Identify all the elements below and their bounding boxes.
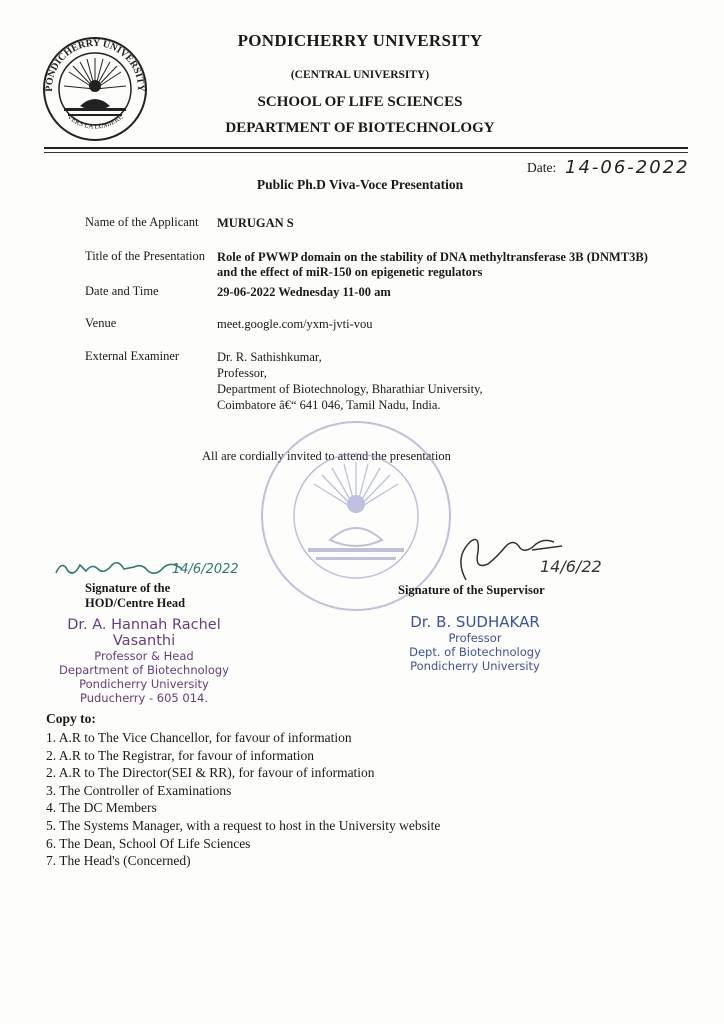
header-rule-thin [44, 152, 688, 153]
presentation-title-line2: and the effect of miR-150 on epigenetic regulators [217, 265, 483, 279]
supervisor-stamp-line: Pondicherry University [410, 659, 540, 673]
school-name: SCHOOL OF LIFE SCIENCES [257, 94, 463, 110]
copy-to-heading: Copy to: [46, 711, 96, 726]
datetime-label: Date and Time [85, 284, 159, 298]
examiner-line: Dr. R. Sathishkumar, [217, 350, 322, 364]
examiner-line: Professor, [217, 366, 267, 380]
examiner-label: External Examiner [85, 349, 180, 363]
hod-stamp-line: Professor & Head [94, 649, 194, 663]
presentation-label: Title of the Presentation [85, 249, 206, 263]
hod-stamp-line: Pondicherry University [79, 677, 209, 691]
supervisor-stamp-name: Dr. B. SUDHAKAR [410, 613, 540, 631]
hod-stamp-line: Puducherry - 605 014. [79, 691, 209, 705]
examiner-line: Coimbatore â€“ 641 046, Tamil Nadu, India. [217, 398, 441, 412]
hod-caption-line1: Signature of the [85, 581, 171, 595]
copy-to-list [46, 729, 440, 870]
supervisor-stamp-line: Dept. of Biotechnology [409, 645, 541, 659]
supervisor-stamp [380, 613, 570, 673]
hod-stamp-name: Dr. A. Hannah Rachel Vasanthi [67, 617, 221, 649]
supervisor-signature-date: 14/6/22 [540, 557, 602, 576]
supervisor-stamp-line: Professor [448, 631, 502, 645]
document-title: Public Ph.D Viva-Voce Presentation [256, 177, 464, 192]
supervisor-caption: Signature of the Supervisor [398, 583, 545, 597]
header-rule-thick [44, 147, 688, 149]
list-item: 5. The Systems Manager, with a request to host in the University website [46, 817, 441, 833]
invitation-text: All are cordially invited to attend the presentation [202, 449, 451, 463]
examiner-line: Department of Biotechnology, Bharathiar University, [217, 382, 483, 396]
logo-text-bottom: VERS LA LUMIERE [65, 112, 125, 131]
applicant-value: MURUGAN S [217, 216, 294, 230]
list-item: 2. A.R to The Director(SEI & RR), for favour of information [46, 765, 375, 781]
university-name: PONDICHERRY UNIVERSITY [237, 31, 483, 50]
datetime-value: 29-06-2022 Wednesday 11-00 am [217, 285, 391, 299]
university-logo [42, 36, 148, 142]
venue-value: meet.google.com/yxm-jvti-vou [217, 317, 373, 331]
list-item: 7. The Head's (Concerned) [46, 853, 191, 869]
list-item: 2. A.R to The Registrar, for favour of information [46, 747, 315, 763]
applicant-label: Name of the Applicant [85, 215, 199, 229]
department-name: DEPARTMENT OF BIOTECHNOLOGY [225, 120, 495, 136]
hod-stamp [34, 617, 254, 705]
list-item: 4. The DC Members [46, 800, 157, 816]
hod-stamp-line: Department of Biotechnology [59, 663, 229, 677]
date-handwritten: 14-06-2022 [565, 157, 690, 178]
hod-signature-date: 14/6/2022 [172, 562, 239, 577]
list-item: 3. The Controller of Examinations [46, 782, 232, 798]
university-subtitle: (CENTRAL UNIVERSITY) [290, 69, 430, 81]
presentation-title-line1: Role of PWWP domain on the stability of DNA methyltransferase 3B (DNMT3B) [217, 250, 648, 264]
logo-text-top: PONDICHERRY UNIVERSITY [43, 37, 147, 92]
list-item: 1. A.R to The Vice Chancellor, for favour of information [46, 730, 352, 745]
venue-label: Venue [85, 316, 117, 330]
list-item: 6. The Dean, School Of Life Sciences [46, 835, 251, 851]
date-label: Date: [527, 160, 557, 175]
hod-caption-line2: HOD/Centre Head [85, 596, 186, 610]
